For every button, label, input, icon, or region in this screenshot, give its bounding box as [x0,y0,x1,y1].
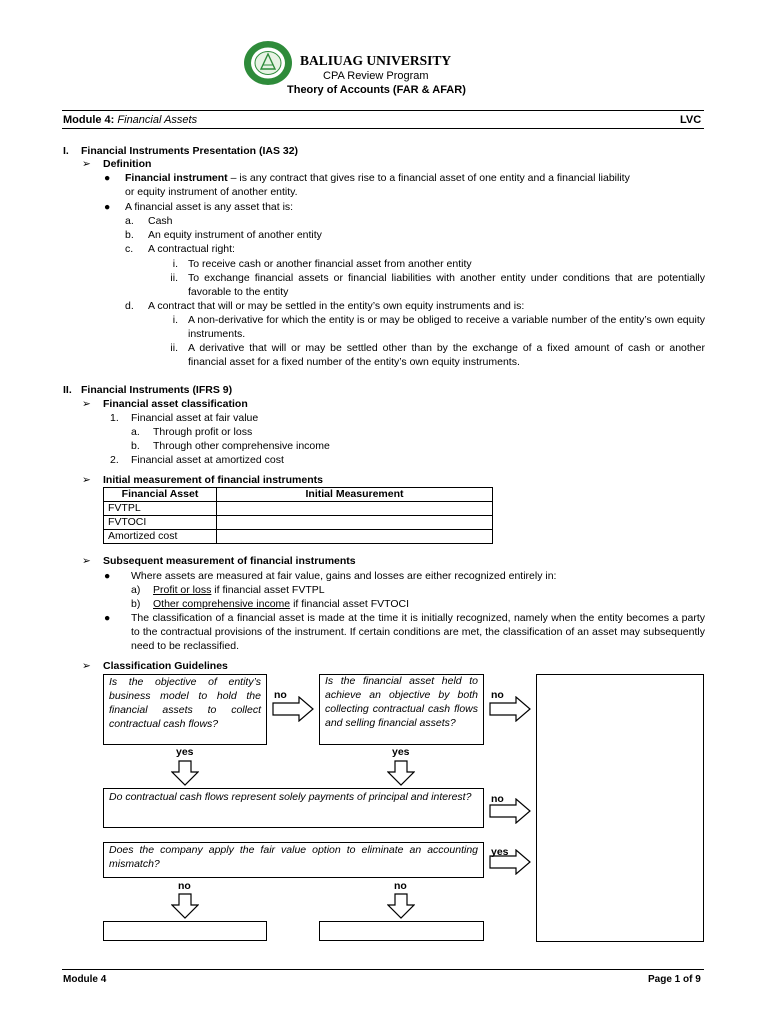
label-yes: yes [176,746,194,758]
footer-page-number: Page 1 of 9 [648,974,701,985]
item-a-marker: a. [125,215,134,227]
item-d-marker: d. [125,300,134,312]
item-c: A contractual right: [148,243,235,255]
arrow-bullet: ➢ [82,474,91,486]
item-dii-marker: ii. [170,342,178,354]
label-no: no [491,689,504,701]
sub-a-rest: if financial asset FVTPL [211,584,325,596]
table-row [104,530,493,544]
item-a: Cash [148,215,173,227]
item-di: A non-derivative for which the entity is or may be obliged to receive a variable number of the entity’s own equity instruments. [188,314,705,340]
label-yes: yes [392,746,410,758]
table-header-row [104,488,493,502]
flow-question-3: Do contractual cash flows represent solely payments of principal and interest? [109,791,472,803]
subsequent-bullet-1: Where assets are measured at fair value, gains and losses are either recognized entirely in: [131,570,557,582]
down-arrow-icon [171,893,199,919]
def-text-1: – is any contract that gives rise to a financial asset of one entity and a financial liability [227,172,630,184]
initial-measurement-heading: Initial measurement of financial instruments [103,474,323,486]
flow-question-4: Does the company apply the fair value option to eliminate an accounting mismatch? [109,844,478,870]
classification-guidelines-heading: Classification Guidelines [103,660,228,672]
table-cell-empty [217,502,493,516]
section1-number: I. [63,145,69,157]
item-c-marker: c. [125,243,134,255]
arrow-bullet: ➢ [82,555,91,567]
table-cell-empty [217,516,493,530]
item-b-marker: b. [125,229,134,241]
subsequent-measurement-heading: Subsequent measurement of financial instruments [103,555,356,567]
table-row [104,516,493,530]
item-b: An equity instrument of another entity [148,229,322,241]
table-row [104,502,493,516]
sub-a-marker: a) [131,584,141,596]
label-no: no [274,689,287,701]
section1-title: Financial Instruments Presentation (IAS 32) [81,145,299,157]
arrow-bullet: ➢ [82,158,91,170]
sub-a-underlined: Profit or loss [153,584,212,596]
def-line-2: or equity instrument of another entity. [125,186,298,198]
sub-b-underlined: Other comprehensive income [153,598,291,610]
module-heading [63,113,197,127]
class-2-marker: 2. [110,454,119,466]
sub-b [153,597,409,611]
flow-question-2: Is the financial asset held to achieve an objective by both collecting contractual cash flows and selling financial assets? [325,675,478,729]
item-cii: To exchange financial assets or financial liabilities with another entity under conditions that are potentially favorable to the entity [188,272,705,298]
university-seal-logo [243,40,293,86]
section2-number: II. [63,384,72,396]
class-1b-marker: b. [131,440,140,452]
module-label: Module 4: [63,114,115,126]
header-rule-bottom [62,128,704,129]
flow-box-outcome-2 [319,921,484,941]
dot-bullet: ● [104,201,111,213]
table-cell-empty [217,530,493,544]
item-ci-marker: i. [172,258,178,270]
class-1a: Through profit or loss [153,426,253,438]
footer-module: Module 4 [63,974,107,985]
item-cii-marker: ii. [170,272,178,284]
down-arrow-icon [171,760,199,786]
item-di-marker: i. [172,314,178,326]
definition-heading: Definition [103,158,152,170]
module-title: Financial Assets [117,114,198,126]
dot-bullet: ● [104,570,111,582]
arrow-bullet: ➢ [82,398,91,410]
sub-a [153,583,325,597]
table-cell: FVTPL [104,502,217,516]
initial-measurement-table [103,487,493,544]
header-rule-top [62,110,704,111]
down-arrow-icon [387,893,415,919]
label-yes: yes [491,846,509,858]
def-term: Financial instrument [125,172,228,184]
class-1a-marker: a. [131,426,140,438]
table-header-initial-measurement: Initial Measurement [217,488,493,502]
classification-heading: Financial asset classification [103,398,248,410]
university-name: BALIUAG UNIVERSITY [300,53,452,68]
label-no: no [394,880,407,892]
section2-title: Financial Instruments (IFRS 9) [81,384,233,396]
item-dii: A derivative that will or may be settled other than by the exchange of a fixed amount of cash or another financial asset for a fixed number of the entity’s own equity instruments. [188,342,705,368]
program-name: CPA Review Program [323,70,429,82]
subsequent-bullet-2: The classification of a financial asset is made at the time it is initially recognized, namely when the entity becomes a party to the contractual provisions of the instrument. If certain conditions are met, the classification of an asset may subsequently need to be reclassified. [131,612,705,652]
author-initials: LVC [680,114,702,126]
table-cell: FVTOCI [104,516,217,530]
subject-name: Theory of Accounts (FAR & AFAR) [287,84,466,96]
table-header-financial-asset: Financial Asset [104,488,217,502]
asset-intro: A financial asset is any asset that is: [125,201,294,213]
def-line-1 [125,171,630,185]
class-1-marker: 1. [110,412,119,424]
flow-box-result [536,674,704,942]
item-ci: To receive cash or another financial asset from another entity [188,258,472,270]
label-no: no [491,793,504,805]
flow-question-1: Is the objective of entity’s business model to hold the financial assets to collect contractual cash flows? [109,676,261,730]
item-d: A contract that will or may be settled in the entity’s own equity instruments and is: [148,300,525,312]
class-1: Financial asset at fair value [131,412,259,424]
footer-rule [62,969,704,970]
sub-b-marker: b) [131,598,141,610]
down-arrow-icon [387,760,415,786]
label-no: no [178,880,191,892]
class-2: Financial asset at amortized cost [131,454,284,466]
class-1b: Through other comprehensive income [153,440,330,452]
table-cell: Amortized cost [104,530,217,544]
dot-bullet: ● [104,172,111,184]
dot-bullet: ● [104,612,111,624]
flow-box-outcome-1 [103,921,267,941]
sub-b-rest: if financial asset FVTOCI [290,598,410,610]
arrow-bullet: ➢ [82,660,91,672]
